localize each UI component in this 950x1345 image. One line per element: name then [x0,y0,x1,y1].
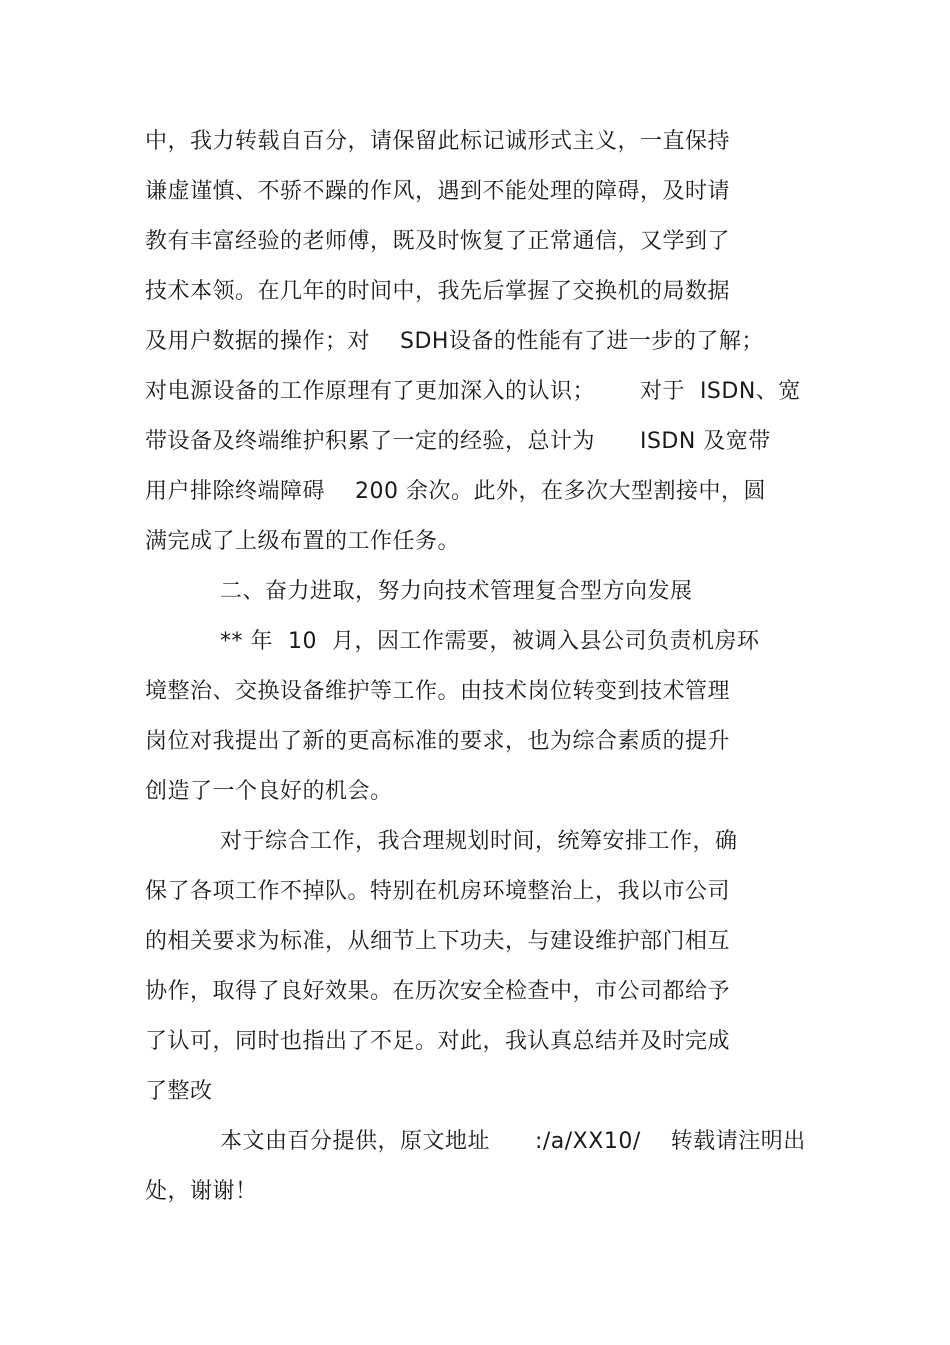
paragraph-line: 协作，取得了良好效果。在历次安全检查中，市公司都给予 [145,979,731,1004]
paragraph-line: 谦虚谨慎、不骄不躁的作风，遇到不能处理的障碍，及时请 [145,179,731,204]
paragraph-line: 了整改 [145,1079,213,1104]
paragraph-line: 及用户数据的操作；对 SDH设备的性能有了进一步的了解； [145,329,764,354]
paragraph-line: 的相关要求为标准，从细节上下功夫，与建设维护部门相互 [145,929,731,954]
paragraph-line: 了认可，同时也指出了不足。对此，我认真总结并及时完成 [145,1029,731,1054]
section-heading: 二、奋力进取，努力向技术管理复合型方向发展 [220,579,693,604]
paragraph-line: ** 年 10 月，因工作需要，被调入县公司负责机房环 [220,629,760,654]
paragraph-line: 中，我力转载自百分，请保留此标记诚形式主义，一直保持 [145,129,731,154]
paragraph-line: 对于综合工作，我合理规划时间，统筹安排工作，确 [220,829,738,854]
paragraph-line: 保了各项工作不掉队。特别在机房环境整治上，我以市公司 [145,879,731,904]
paragraph-line: 教有丰富经验的老师傅，既及时恢复了正常通信，又学到了 [145,229,731,254]
paragraph-line: 对电源设备的工作原理有了更加深入的认识； 对于 ISDN、宽 [145,379,801,404]
paragraph-line: 带设备及终端维护积累了一定的经验，总计为 ISDN 及宽带 [145,429,771,454]
paragraph-line: 境整治、交换设备维护等工作。由技术岗位转变到技术管理 [145,679,731,704]
paragraph-line: 用户排除终端障碍 200 余次。此外，在多次大型割接中，圆 [145,479,766,504]
paragraph-line: 创造了一个良好的机会。 [145,779,393,804]
paragraph-line: 满完成了上级布置的工作任务。 [145,529,461,554]
source-notice: 处，谢谢！ [145,1179,258,1204]
paragraph-line: 技术本领。在几年的时间中，我先后掌握了交换机的局数据 [145,279,731,304]
source-notice: 本文由百分提供，原文地址 :/a/XX10/ 转载请注明出 [220,1129,806,1154]
paragraph-line: 岗位对我提出了新的更高标准的要求，也为综合素质的提升 [145,729,731,754]
